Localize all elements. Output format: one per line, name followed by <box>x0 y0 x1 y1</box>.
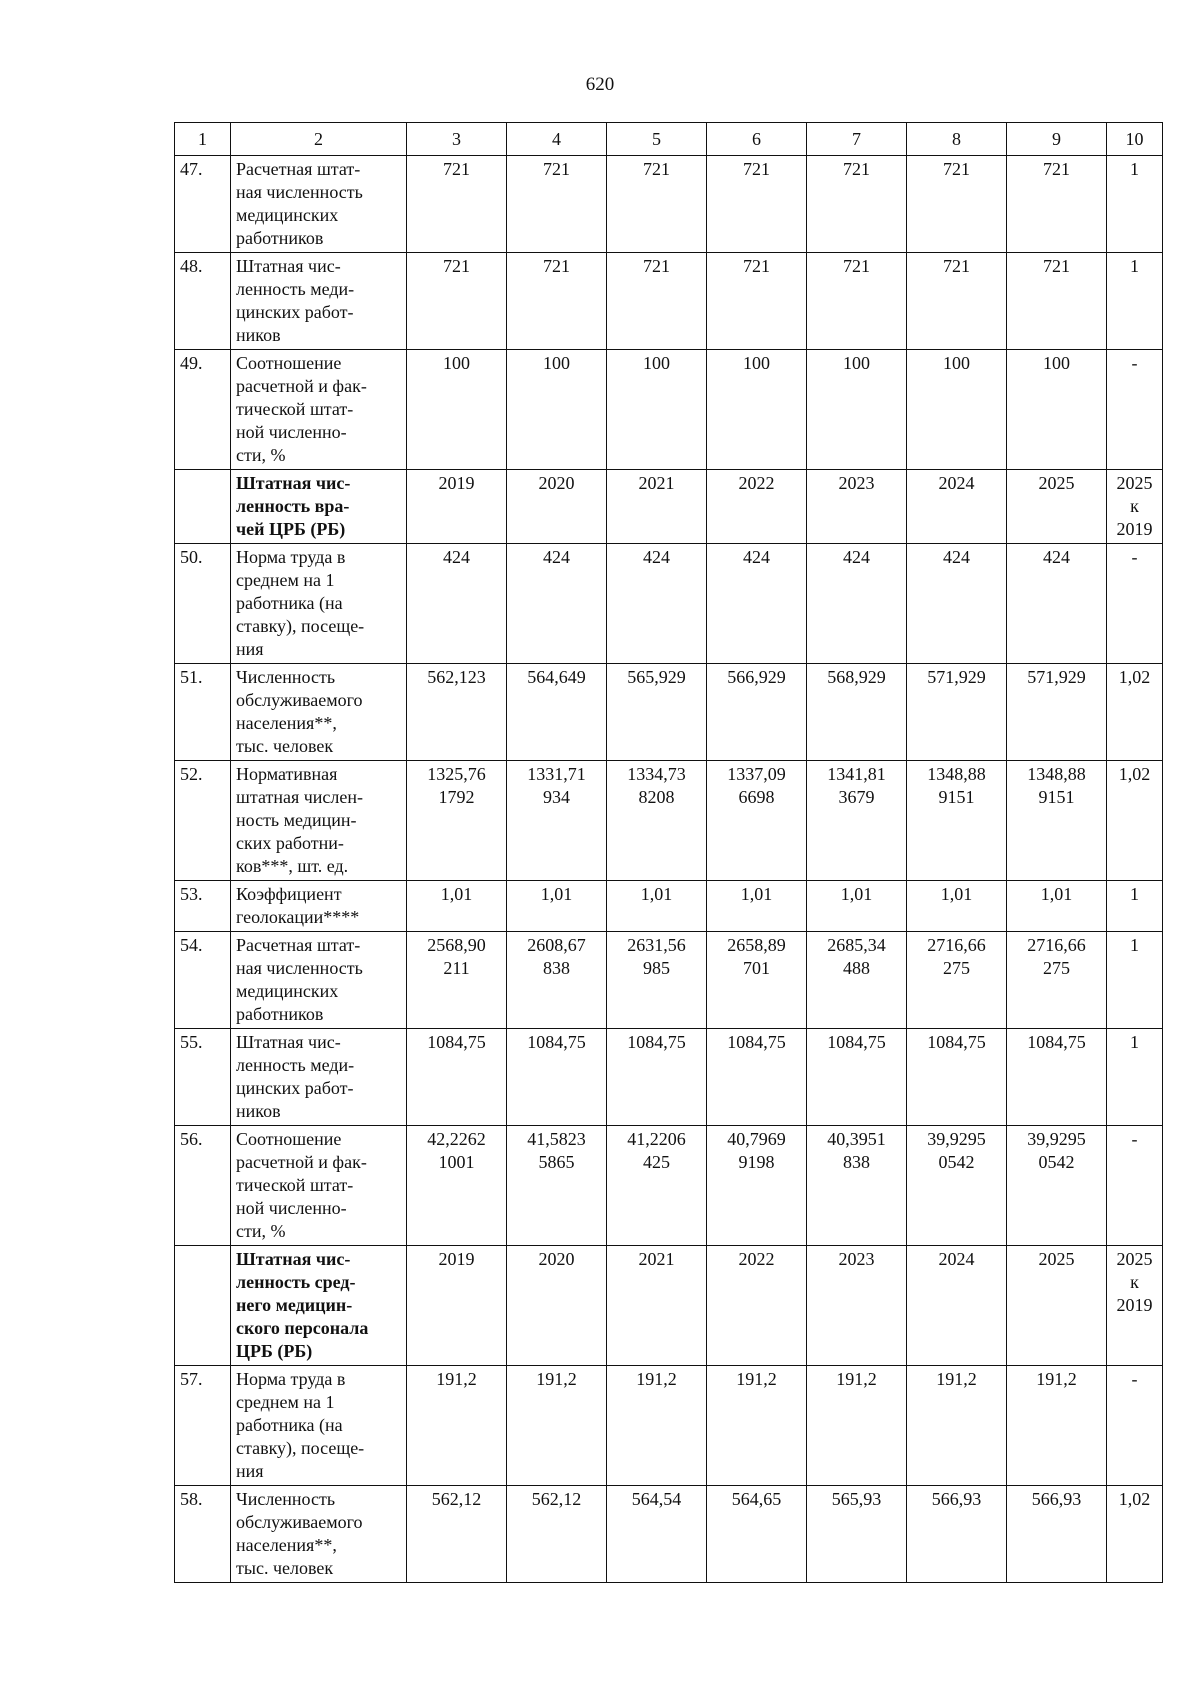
row-number: 47. <box>175 156 231 253</box>
row-value-col-8: 566,93 <box>907 1486 1007 1583</box>
table-row <box>175 664 1163 761</box>
row-value-col-3: 42,2262 1001 <box>407 1126 507 1246</box>
row-value-col-9: 1,01 <box>1007 881 1107 932</box>
row-value-col-4: 721 <box>507 156 607 253</box>
row-value-col-7: 2023 <box>807 1246 907 1366</box>
row-value-col-4: 1,01 <box>507 881 607 932</box>
row-value-col-10: 2025 к 2019 <box>1107 470 1163 544</box>
row-value-col-9: 100 <box>1007 350 1107 470</box>
row-value-col-9: 191,2 <box>1007 1366 1107 1486</box>
row-description: Численность обслуживаемого населения**, тыс. человек <box>231 664 407 761</box>
row-value-col-10: - <box>1107 1126 1163 1246</box>
row-value-col-4: 2608,67 838 <box>507 932 607 1029</box>
row-description: Норма труда в среднем на 1 работника (на ставку), посеще- ния <box>231 544 407 664</box>
row-value-col-6: 1337,09 6698 <box>707 761 807 881</box>
row-value-col-5: 1084,75 <box>607 1029 707 1126</box>
row-value-col-3: 1325,76 1792 <box>407 761 507 881</box>
row-value-col-7: 2685,34 488 <box>807 932 907 1029</box>
row-value-col-6: 721 <box>707 253 807 350</box>
row-value-col-5: 1,01 <box>607 881 707 932</box>
row-value-col-9: 2025 <box>1007 470 1107 544</box>
row-description: Коэффициент геолокации**** <box>231 881 407 932</box>
row-number: 49. <box>175 350 231 470</box>
row-value-col-7: 1084,75 <box>807 1029 907 1126</box>
row-value-col-8: 2024 <box>907 1246 1007 1366</box>
row-value-col-5: 2631,56 985 <box>607 932 707 1029</box>
table-section-row <box>175 1246 1163 1366</box>
row-value-col-3: 424 <box>407 544 507 664</box>
row-value-col-10: 1,02 <box>1107 664 1163 761</box>
row-value-col-4: 2020 <box>507 1246 607 1366</box>
row-value-col-7: 1,01 <box>807 881 907 932</box>
row-value-col-6: 564,65 <box>707 1486 807 1583</box>
table-row <box>175 1126 1163 1246</box>
row-value-col-9: 721 <box>1007 156 1107 253</box>
row-value-col-6: 424 <box>707 544 807 664</box>
table-row <box>175 156 1163 253</box>
row-value-col-3: 2019 <box>407 470 507 544</box>
row-value-col-8: 571,929 <box>907 664 1007 761</box>
row-value-col-5: 565,929 <box>607 664 707 761</box>
row-number: 55. <box>175 1029 231 1126</box>
row-value-col-4: 2020 <box>507 470 607 544</box>
row-value-col-6: 1084,75 <box>707 1029 807 1126</box>
row-value-col-6: 2022 <box>707 470 807 544</box>
row-value-col-8: 721 <box>907 156 1007 253</box>
row-value-col-4: 191,2 <box>507 1366 607 1486</box>
table-row <box>175 761 1163 881</box>
row-value-col-5: 564,54 <box>607 1486 707 1583</box>
row-description: Расчетная штат- ная численность медицинских работников <box>231 932 407 1029</box>
row-value-col-9: 2716,66 275 <box>1007 932 1107 1029</box>
row-value-col-7: 721 <box>807 156 907 253</box>
row-value-col-10: 1 <box>1107 881 1163 932</box>
row-value-col-7: 565,93 <box>807 1486 907 1583</box>
row-value-col-5: 41,2206 425 <box>607 1126 707 1246</box>
row-value-col-4: 100 <box>507 350 607 470</box>
row-value-col-3: 100 <box>407 350 507 470</box>
row-value-col-9: 2025 <box>1007 1246 1107 1366</box>
row-value-col-3: 562,123 <box>407 664 507 761</box>
row-value-col-7: 1341,81 3679 <box>807 761 907 881</box>
row-value-col-5: 424 <box>607 544 707 664</box>
row-description: Нормативная штатная числен- ность медицин- ских работни- ков***, шт. ед. <box>231 761 407 881</box>
row-value-col-4: 1084,75 <box>507 1029 607 1126</box>
row-value-col-10: 1 <box>1107 253 1163 350</box>
table-row <box>175 544 1163 664</box>
row-number: 58. <box>175 1486 231 1583</box>
row-value-col-9: 1348,88 9151 <box>1007 761 1107 881</box>
row-value-col-9: 721 <box>1007 253 1107 350</box>
row-number <box>175 1246 231 1366</box>
row-value-col-9: 39,9295 0542 <box>1007 1126 1107 1246</box>
row-value-col-7: 191,2 <box>807 1366 907 1486</box>
row-description: Штатная чис- ленность меди- цинских работ- ников <box>231 253 407 350</box>
row-value-col-6: 40,7969 9198 <box>707 1126 807 1246</box>
row-value-col-4: 1331,71 934 <box>507 761 607 881</box>
header-col-7: 7 <box>807 123 907 156</box>
row-number: 50. <box>175 544 231 664</box>
row-number: 48. <box>175 253 231 350</box>
row-description: Штатная чис- ленность вра- чей ЦРБ (РБ) <box>231 470 407 544</box>
row-number <box>175 470 231 544</box>
row-description: Численность обслуживаемого населения**, тыс. человек <box>231 1486 407 1583</box>
row-value-col-8: 2024 <box>907 470 1007 544</box>
row-description: Расчетная штат- ная численность медицинских работников <box>231 156 407 253</box>
row-value-col-10: - <box>1107 544 1163 664</box>
row-value-col-6: 566,929 <box>707 664 807 761</box>
row-description: Штатная чис- ленность меди- цинских работ- ников <box>231 1029 407 1126</box>
row-value-col-6: 100 <box>707 350 807 470</box>
row-number: 54. <box>175 932 231 1029</box>
row-value-col-6: 191,2 <box>707 1366 807 1486</box>
row-value-col-3: 191,2 <box>407 1366 507 1486</box>
row-value-col-7: 2023 <box>807 470 907 544</box>
row-value-col-8: 2716,66 275 <box>907 932 1007 1029</box>
row-value-col-8: 721 <box>907 253 1007 350</box>
row-value-col-7: 424 <box>807 544 907 664</box>
row-value-col-8: 1,01 <box>907 881 1007 932</box>
row-value-col-10: - <box>1107 1366 1163 1486</box>
row-value-col-8: 424 <box>907 544 1007 664</box>
row-value-col-7: 568,929 <box>807 664 907 761</box>
row-value-col-8: 39,9295 0542 <box>907 1126 1007 1246</box>
row-value-col-8: 191,2 <box>907 1366 1007 1486</box>
row-value-col-6: 721 <box>707 156 807 253</box>
table-row <box>175 932 1163 1029</box>
row-value-col-5: 100 <box>607 350 707 470</box>
table-row <box>175 1366 1163 1486</box>
row-value-col-5: 721 <box>607 253 707 350</box>
row-number: 57. <box>175 1366 231 1486</box>
row-value-col-9: 424 <box>1007 544 1107 664</box>
header-col-8: 8 <box>907 123 1007 156</box>
row-number: 51. <box>175 664 231 761</box>
row-value-col-7: 721 <box>807 253 907 350</box>
row-value-col-6: 1,01 <box>707 881 807 932</box>
row-description: Штатная чис- ленность сред- него медицин- ского персонала ЦРБ (РБ) <box>231 1246 407 1366</box>
row-value-col-10: 1 <box>1107 1029 1163 1126</box>
row-value-col-3: 1084,75 <box>407 1029 507 1126</box>
header-col-9: 9 <box>1007 123 1107 156</box>
row-value-col-5: 1334,73 8208 <box>607 761 707 881</box>
row-value-col-10: 1,02 <box>1107 761 1163 881</box>
staffing-table <box>174 122 1163 1583</box>
row-number: 56. <box>175 1126 231 1246</box>
header-col-5: 5 <box>607 123 707 156</box>
row-value-col-9: 571,929 <box>1007 664 1107 761</box>
row-value-col-3: 1,01 <box>407 881 507 932</box>
row-value-col-5: 191,2 <box>607 1366 707 1486</box>
row-description: Соотношение расчетной и фак- тической штат- ной численно- сти, % <box>231 350 407 470</box>
header-col-2: 2 <box>231 123 407 156</box>
row-value-col-4: 564,649 <box>507 664 607 761</box>
row-value-col-3: 562,12 <box>407 1486 507 1583</box>
row-value-col-6: 2022 <box>707 1246 807 1366</box>
row-value-col-9: 566,93 <box>1007 1486 1107 1583</box>
row-value-col-10: 1 <box>1107 156 1163 253</box>
row-value-col-4: 41,5823 5865 <box>507 1126 607 1246</box>
table-row <box>175 253 1163 350</box>
row-description: Норма труда в среднем на 1 работника (на ставку), посеще- ния <box>231 1366 407 1486</box>
row-value-col-3: 2568,90 211 <box>407 932 507 1029</box>
header-col-1: 1 <box>175 123 231 156</box>
page-number: 620 <box>585 74 615 95</box>
table-header-row <box>175 123 1163 156</box>
header-col-3: 3 <box>407 123 507 156</box>
row-number: 52. <box>175 761 231 881</box>
row-value-col-8: 100 <box>907 350 1007 470</box>
table-row <box>175 881 1163 932</box>
row-value-col-5: 721 <box>607 156 707 253</box>
row-value-col-3: 2019 <box>407 1246 507 1366</box>
header-col-4: 4 <box>507 123 607 156</box>
table-section-row <box>175 470 1163 544</box>
row-value-col-5: 2021 <box>607 470 707 544</box>
row-value-col-6: 2658,89 701 <box>707 932 807 1029</box>
row-value-col-3: 721 <box>407 253 507 350</box>
row-value-col-5: 2021 <box>607 1246 707 1366</box>
row-value-col-4: 721 <box>507 253 607 350</box>
row-value-col-7: 40,3951 838 <box>807 1126 907 1246</box>
row-value-col-10: - <box>1107 350 1163 470</box>
row-description: Соотношение расчетной и фак- тической штат- ной численно- сти, % <box>231 1126 407 1246</box>
table-row <box>175 1029 1163 1126</box>
row-value-col-10: 1,02 <box>1107 1486 1163 1583</box>
table-body <box>175 156 1163 1583</box>
row-value-col-10: 2025 к 2019 <box>1107 1246 1163 1366</box>
row-value-col-3: 721 <box>407 156 507 253</box>
table-row <box>175 1486 1163 1583</box>
header-col-10: 10 <box>1107 123 1163 156</box>
table-row <box>175 350 1163 470</box>
row-value-col-8: 1348,88 9151 <box>907 761 1007 881</box>
row-value-col-4: 424 <box>507 544 607 664</box>
row-number: 53. <box>175 881 231 932</box>
header-col-6: 6 <box>707 123 807 156</box>
row-value-col-7: 100 <box>807 350 907 470</box>
row-value-col-8: 1084,75 <box>907 1029 1007 1126</box>
row-value-col-9: 1084,75 <box>1007 1029 1107 1126</box>
row-value-col-10: 1 <box>1107 932 1163 1029</box>
row-value-col-4: 562,12 <box>507 1486 607 1583</box>
